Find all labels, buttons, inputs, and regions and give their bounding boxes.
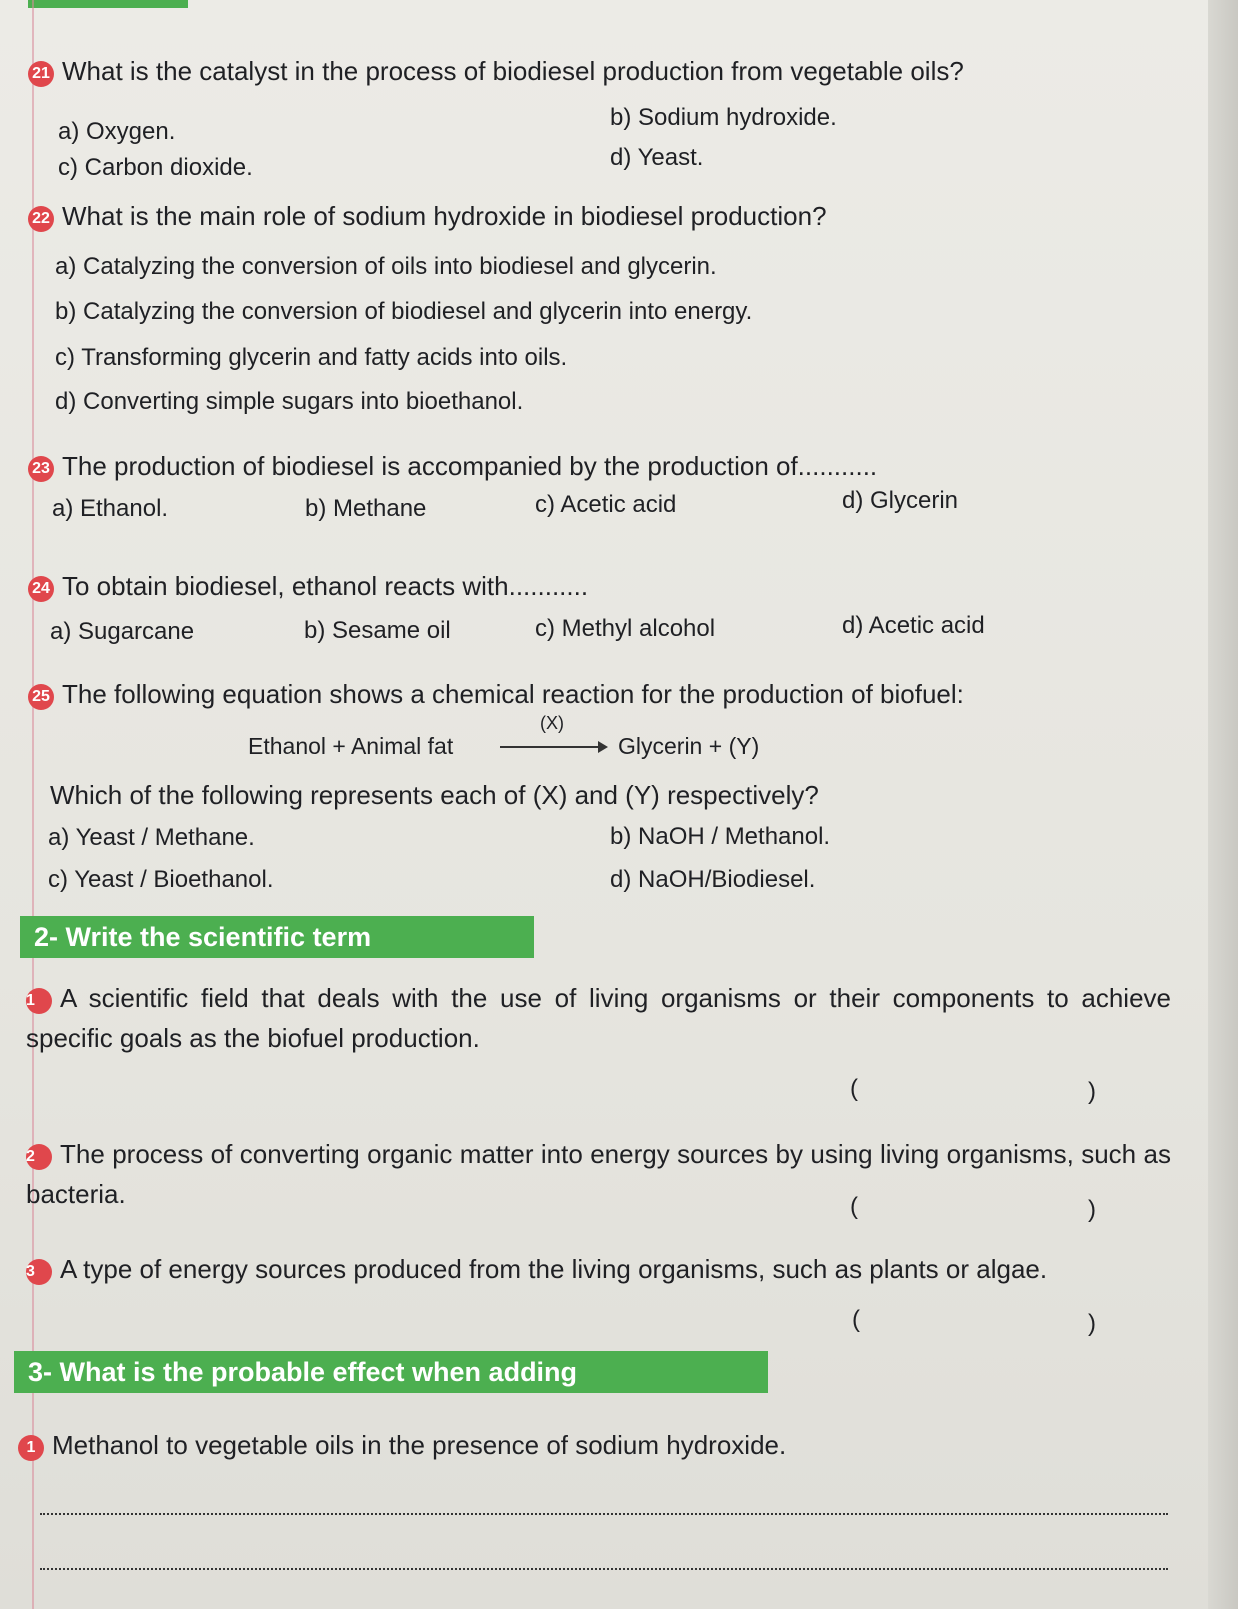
option-b: b) Sodium hydroxide. <box>610 104 837 131</box>
answer-paren-close: ) <box>1088 1078 1096 1105</box>
option-a: a) Ethanol. <box>52 495 169 522</box>
answer-paren-open: ( <box>852 1306 860 1333</box>
option-c: c) Carbon dioxide. <box>58 154 253 181</box>
term-item-2 <box>26 1134 1171 1214</box>
option-a: a) Catalyzing the conversion of oils into biodiesel and glycerin. <box>55 253 717 280</box>
question-24 <box>28 570 588 602</box>
option-c: c) Methyl alcohol <box>535 615 716 642</box>
item-number-badge: 2 <box>26 1144 52 1170</box>
item-number-badge: 1 <box>26 988 52 1014</box>
option-c: c) Transforming glycerin and fatty acids into oils. <box>55 344 568 371</box>
question-number-badge: 21 <box>28 61 54 87</box>
equation-reactants: Ethanol + Animal fat <box>248 733 454 759</box>
question-text: The production of biodiesel is accompanied by the production of........... <box>62 451 878 481</box>
term-item-3 <box>26 1249 1171 1289</box>
option-a: a) Sugarcane <box>50 618 195 645</box>
answer-paren-open: ( <box>850 1193 858 1220</box>
option-d: d) Yeast. <box>610 144 704 171</box>
option-c: c) Yeast / Bioethanol. <box>48 866 274 893</box>
question-22 <box>28 200 827 232</box>
question-text: What is the main role of sodium hydroxide in biodiesel production? <box>62 201 827 231</box>
option-b: b) Catalyzing the conversion of biodiesel and glycerin into energy. <box>55 298 753 325</box>
item-text: A type of energy sources produced from the living organisms, such as plants or algae. <box>60 1254 1048 1284</box>
option-b: b) NaOH / Methanol. <box>610 823 831 850</box>
answer-paren-open: ( <box>850 1075 858 1102</box>
section-header-scientific-term: 2- Write the scientific term <box>20 916 534 958</box>
answer-line <box>40 1568 1168 1570</box>
question-25-prompt: Which of the following represents each of (X) and (Y) respectively? <box>50 780 819 810</box>
question-21 <box>28 55 964 87</box>
section-header-probable-effect: 3- What is the probable effect when adding <box>14 1351 768 1393</box>
option-c: c) Acetic acid <box>535 491 677 518</box>
question-text: The following equation shows a chemical reaction for the production of biofuel: <box>62 679 964 709</box>
page-edge-shadow <box>1208 0 1238 1609</box>
item-text: A scientific field that deals with the use of living organisms or their components to achieve specific goals as the biofuel production. <box>26 983 1171 1053</box>
equation-catalyst: (X) <box>540 713 564 733</box>
question-23 <box>28 450 877 482</box>
question-number-badge: 23 <box>28 456 54 482</box>
option-a: a) Yeast / Methane. <box>48 824 255 851</box>
item-number-badge: 1 <box>18 1435 44 1461</box>
question-number-badge: 24 <box>28 576 54 602</box>
effect-item-1 <box>18 1429 786 1461</box>
option-a: a) Oxygen. <box>58 118 176 145</box>
answer-line <box>40 1513 1168 1515</box>
answer-paren-close: ) <box>1088 1310 1096 1337</box>
term-item-1 <box>26 978 1171 1058</box>
option-d: d) Converting simple sugars into bioethanol. <box>55 388 524 415</box>
answer-paren-close: ) <box>1088 1196 1096 1223</box>
question-number-badge: 22 <box>28 206 54 232</box>
top-color-bar <box>28 0 188 8</box>
question-25 <box>28 678 964 710</box>
reaction-arrow-icon <box>500 746 606 748</box>
item-text: The process of converting organic matter into energy sources by using living organisms, such as bacteria. <box>26 1139 1171 1209</box>
option-d: d) NaOH/Biodiesel. <box>610 866 816 893</box>
item-text: Methanol to vegetable oils in the presence of sodium hydroxide. <box>52 1430 787 1460</box>
option-b: b) Methane <box>305 495 427 522</box>
option-d: d) Glycerin <box>842 487 959 514</box>
question-number-badge: 25 <box>28 684 54 710</box>
question-text: What is the catalyst in the process of biodiesel production from vegetable oils? <box>62 56 964 86</box>
option-b: b) Sesame oil <box>304 617 451 644</box>
item-number-badge: 3 <box>26 1259 52 1285</box>
option-d: d) Acetic acid <box>842 612 985 639</box>
question-text: To obtain biodiesel, ethanol reacts with........... <box>62 571 589 601</box>
equation-products: Glycerin + (Y) <box>618 733 760 759</box>
